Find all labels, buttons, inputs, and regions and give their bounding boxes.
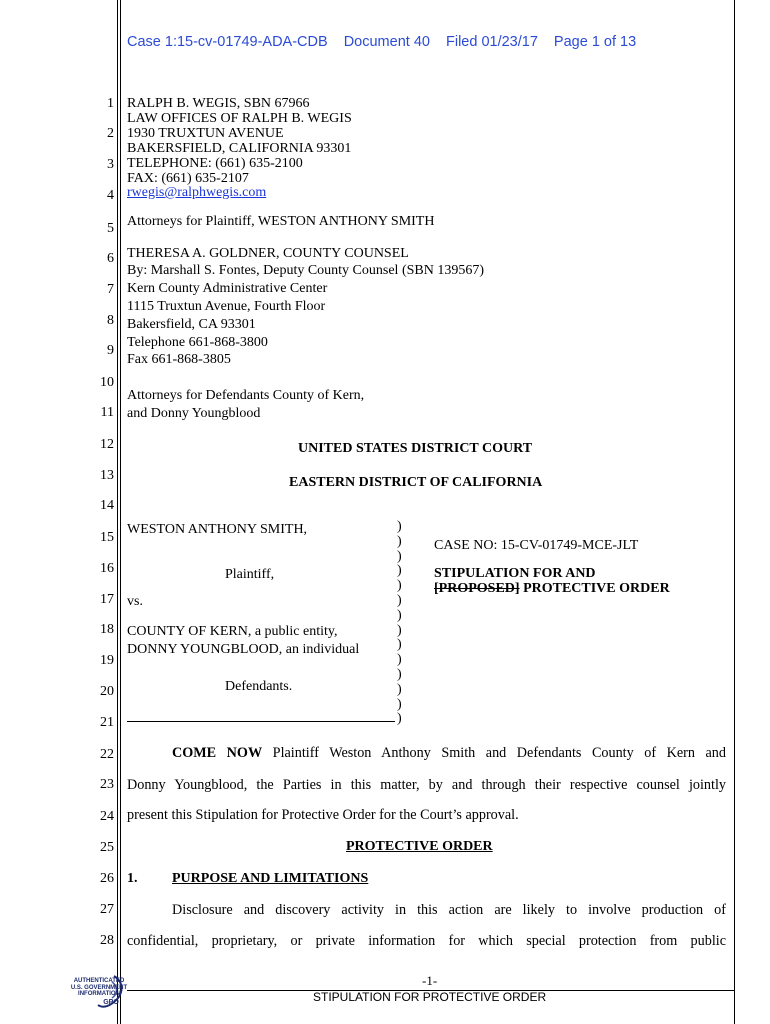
document-title-line-2 — [434, 581, 670, 596]
defendant-attorneys-for: Attorneys for Defendants County of Kern, — [127, 388, 365, 403]
counsel-line: 1930 TRUXTUN AVENUE — [127, 126, 284, 141]
line-number: 7 — [107, 282, 114, 297]
line-number: 22 — [100, 747, 114, 762]
counsel-line: FAX: (661) 635-2107 — [127, 171, 249, 186]
line-number: 15 — [100, 530, 114, 545]
intro-line-3: present this Stipulation for Protective Order for the Court’s approval. — [127, 807, 519, 823]
line-number: 5 — [107, 221, 114, 236]
intro-line-2: Donny Youngblood, the Parties in this matter, by and through their respective counsel jointly — [127, 777, 726, 793]
caption-defendant-role: Defendants. — [225, 679, 293, 694]
line-number: 14 — [100, 498, 114, 513]
footer-title: STIPULATION FOR PROTECTIVE ORDER — [313, 990, 547, 1004]
line-number: 10 — [100, 375, 114, 390]
counsel-line: Telephone 661-868-3800 — [127, 335, 268, 350]
counsel-line: Bakersfield, CA 93301 — [127, 317, 256, 332]
defendant-attorneys-for: and Donny Youngblood — [127, 406, 261, 421]
counsel-line: THERESA A. GOLDNER, COUNTY COUNSEL — [127, 246, 409, 261]
caption-plaintiff: WESTON ANTHONY SMITH, — [127, 522, 308, 537]
header-filed: Filed 01/23/17 — [445, 34, 538, 50]
line-number: 24 — [100, 809, 114, 824]
counsel-line: Kern County Administrative Center — [127, 281, 328, 296]
gpo-line-2: U.S. GOVERNMENT — [70, 984, 128, 991]
counsel-line: RALPH B. WEGIS, SBN 67966 — [127, 96, 310, 111]
right-margin-rule — [734, 0, 735, 1024]
line-number: 17 — [100, 592, 114, 607]
line-number: 18 — [100, 622, 114, 637]
court-district: EASTERN DISTRICT OF CALIFORNIA — [289, 475, 543, 490]
section-title: PURPOSE AND LIMITATIONS — [172, 871, 369, 886]
line-number: 12 — [100, 437, 114, 452]
line-number: 23 — [100, 777, 114, 792]
case-number: CASE NO: 15-CV-01749-MCE-JLT — [434, 538, 639, 553]
intro-line-1 — [172, 745, 726, 762]
intro-text: Plaintiff Weston Anthony Smith and Defendants County of Kern and — [262, 745, 726, 761]
counsel-line: Fax 661-868-3805 — [127, 352, 231, 367]
line-number: 6 — [107, 251, 114, 266]
caption-plaintiff-role: Plaintiff, — [225, 567, 275, 582]
counsel-line: LAW OFFICES OF RALPH B. WEGIS — [127, 111, 352, 126]
gpo-authentication-seal — [28, 972, 128, 1012]
section-number: 1. — [127, 871, 138, 886]
gpo-line-1: AUTHENTICATED — [73, 978, 125, 984]
footer-page-number: -1- — [422, 973, 438, 988]
line-number: 16 — [100, 561, 114, 576]
gpo-mark: GPO — [103, 999, 119, 1006]
counsel-line: BAKERSFIELD, CALIFORNIA 93301 — [127, 141, 352, 156]
line-number: 3 — [107, 157, 114, 172]
line-number: 9 — [107, 343, 114, 358]
line-number: 25 — [100, 840, 114, 855]
caption-parentheses: ) ) ) ) ) ) ) ) ) ) ) ) ) ) — [397, 519, 402, 727]
counsel-line: 1115 Truxtun Avenue, Fourth Floor — [127, 299, 326, 314]
line-number: 20 — [100, 684, 114, 699]
caption-vs: vs. — [127, 594, 143, 609]
email-link[interactable]: rwegis@ralphwegis.com — [127, 185, 267, 200]
line-number: 4 — [107, 188, 114, 203]
plaintiff-attorneys-for: Attorneys for Plaintiff, WESTON ANTHONY SMITH — [127, 214, 435, 229]
counsel-line: TELEPHONE: (661) 635-2100 — [127, 156, 303, 171]
line-number: 27 — [100, 902, 114, 917]
counsel-line: By: Marshall S. Fontes, Deputy County Counsel (SBN 139567) — [127, 263, 485, 278]
header-case-number: Case 1:15-cv-01749-ADA-CDB — [127, 34, 328, 50]
line-number: 2 — [107, 126, 114, 141]
court-name: UNITED STATES DISTRICT COURT — [298, 441, 533, 456]
proposed-struck: [PROPOSED] — [434, 581, 520, 596]
header-page: Page 1 of 13 — [553, 34, 637, 50]
line-number: 19 — [100, 653, 114, 668]
caption-defendant-1: COUNTY OF KERN, a public entity, — [127, 624, 338, 639]
title-protective-order: PROTECTIVE ORDER — [519, 581, 670, 596]
line-number: 26 — [100, 871, 114, 886]
line-number: 1 — [107, 96, 114, 111]
line-number: 11 — [100, 405, 114, 420]
line-number: 21 — [100, 715, 114, 730]
left-margin-rule-outer — [117, 0, 118, 1024]
paragraph-line-2: confidential, proprietary, or private information for which special protection from public — [127, 933, 726, 949]
left-margin-rule-inner — [120, 0, 121, 1024]
ecf-header — [127, 34, 648, 50]
paragraph-line-1: Disclosure and discovery activity in this action are likely to involve production of — [172, 902, 726, 918]
line-number: 13 — [100, 468, 114, 483]
header-document: Document 40 — [343, 34, 430, 50]
line-number: 8 — [107, 313, 114, 328]
caption-defendant-2: DONNY YOUNGBLOOD, an individual — [127, 642, 360, 657]
gpo-line-3: INFORMATION — [78, 991, 120, 997]
line-number: 28 — [100, 933, 114, 948]
caption-underline — [127, 721, 395, 722]
intro-lead: COME NOW — [172, 745, 263, 761]
document-title-line-1: STIPULATION FOR AND — [434, 566, 596, 581]
protective-order-heading: PROTECTIVE ORDER — [346, 839, 493, 854]
counsel-email[interactable] — [127, 185, 266, 200]
